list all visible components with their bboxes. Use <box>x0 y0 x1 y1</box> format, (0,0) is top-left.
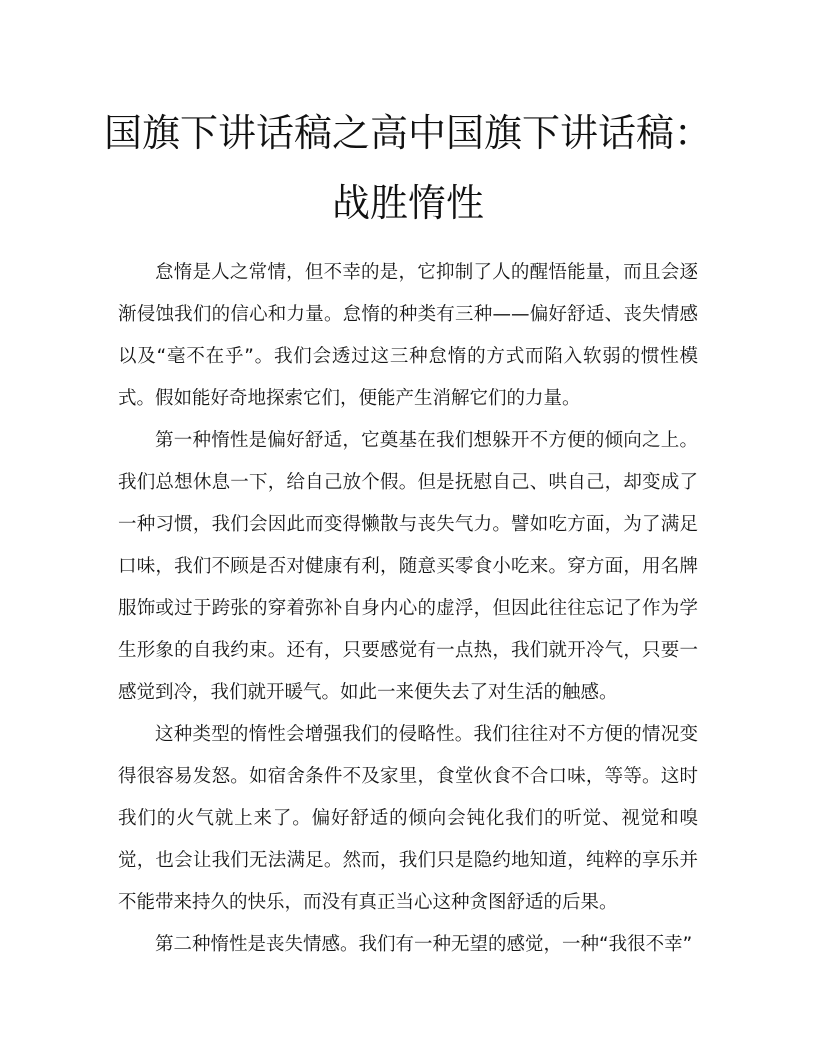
paragraph-2: 第一种惰性是偏好舒适，它奠基在我们想躲开不方便的倾向之上。我们总想休息一下，给自己放个假。但是抚慰自己、哄自己，却变成了一种习惯，我们会因此而变得懒散与丧失气力。譬如吃方面，为了满足口味，我们不顾是否对健康有利，随意买零食小吃来。穿方面，用名牌服饰或过于跨张的穿着弥补自身内心的虚浮，但因此往往忘记了作为学生形象的自我约束。还有，只要感觉有一点热，我们就开冷气，只要一感觉到冷，我们就开暖气。如此一来便失去了对生活的触感。 <box>118 430 698 703</box>
paragraph-1: 怠惰是人之常情，但不幸的是，它抑制了人的醒悟能量，而且会逐渐侵蚀我们的信心和力量。怠惰的种类有三种——偏好舒适、丧失情感以及“毫不在乎”。我们会透过这三种怠惰的方式而陷入软弱的惯性模式。假如能好奇地探索它们，便能产生消解它们的力量。 <box>118 262 698 409</box>
paragraph-4: 第二种惰性是丧失情感。我们有一种无望的感觉，一种“我很不幸” <box>155 934 693 955</box>
document-title: 国旗下讲话稿之高中国旗下讲话稿：战胜惰性 <box>103 111 712 225</box>
document-body <box>118 252 698 966</box>
paragraph-3: 这种类型的惰性会增强我们的侵略性。我们往往对不方便的情况变得很容易发怒。如宿舍条件不及家里，食堂伙食不合口味，等等。这时我们的火气就上来了。偏好舒适的倾向会钝化我们的听觉、视觉和嗅觉，也会让我们无法满足。然而，我们只是隐约地知道，纯粹的享乐并不能带来持久的快乐，而没有真正当心这种贪图舒适的后果。 <box>118 724 698 913</box>
